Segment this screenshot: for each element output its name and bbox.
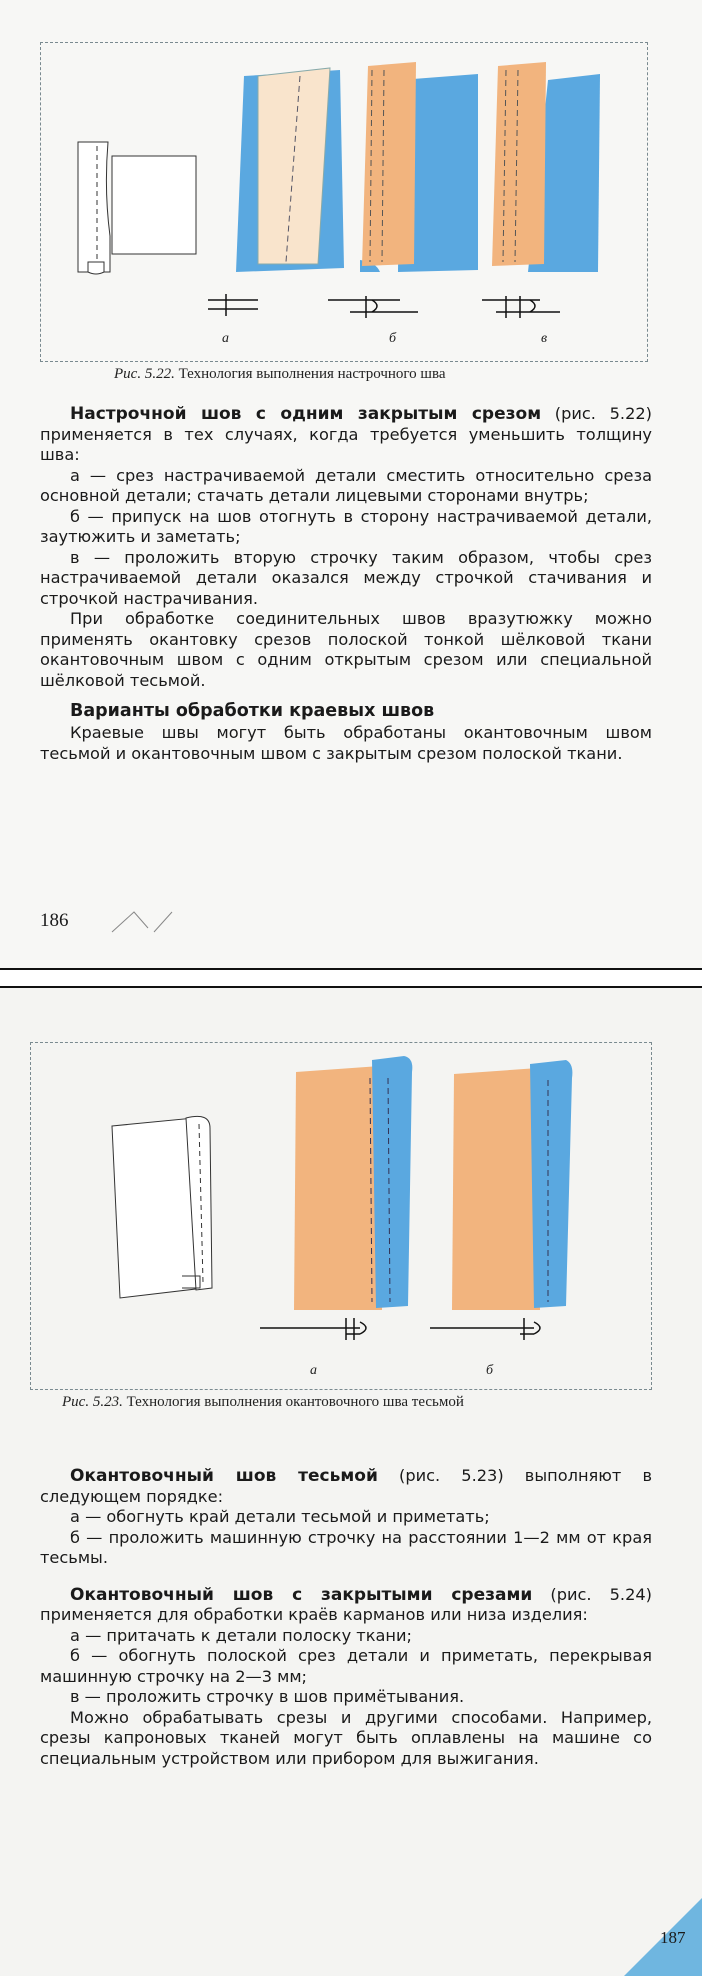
paragraph: Краевые швы могут быть обработаны окантовочным швом тесьмой и окантовочным швом с закрытым срезом полоской ткани. [40,723,652,763]
list-item: а — срез настрачиваемой детали сместить относительно среза основной детали; стачать детали лицевыми сторонами внутрь; [40,465,652,505]
fig-b-drawing [294,1056,412,1310]
fig-b-drawing [236,68,380,272]
caption-text: Технология выполнения окантовочного шва тесьмой [126,1394,464,1410]
intro-text: (рис. 5.23) выполняют в следующем порядке: [40,1466,652,1506]
paragraph-intro [40,404,652,466]
fig-label-b: б [486,1363,494,1378]
list-item: а — обогнуть край детали тесьмой и приметать; [70,1507,490,1526]
seam-diagram-b [430,1318,540,1340]
seam-diagram-a [208,294,258,316]
caption-text: Технология выполнения настрочного шва [178,366,446,382]
paragraph-intro [40,1466,652,1507]
paragraph-intro [40,1585,652,1626]
list-item: б — проложить машинную строчку на расстоянии 1—2 мм от края тесьмы. [40,1527,652,1567]
paragraph: Можно обрабатывать срезы и другими способами. Например, срезы капроновых тканей могут быть оплавлены на машине со специальным устройством или прибором для выжигания. [40,1707,652,1768]
section-heading: Окантовочный шов с закрытыми срезами [70,1584,533,1605]
list-item: а — притачать к детали полоску ткани; [70,1625,412,1645]
figure-caption [114,366,446,383]
figure-caption [62,1394,464,1411]
seam-diagram-b [328,296,418,318]
seam-diagram-a [260,1318,366,1340]
caption-number: Рис. 5.22. [114,366,175,382]
list-item: б — обогнуть полоской срез детали и приметать, перекрывая машинную строчку на 2—3 мм; [40,1646,652,1686]
fig-a-drawing [112,1116,212,1298]
list-item: б — припуск на шов отогнуть в сторону настрачиваемой детали, заутюжить и заметать; [40,506,652,546]
body-text-187 [40,1466,652,1769]
paragraph: При обработке соединительных швов вразутюжку можно применять окантовку срезов полоской тонкой шёлковой ткани окантовочным швом с одним открытым срезом или специальной шёлковой тесьмой. [40,609,652,690]
section-heading: Варианты обработки краевых швов [70,701,435,721]
page-number: 187 [660,1928,686,1947]
page-187 [0,986,702,1976]
figure-5-22 [0,0,702,370]
page-186 [0,0,702,970]
fig-a-drawing [78,142,196,274]
section-heading: Окантовочный шов тесьмой [70,1466,378,1486]
fig-c-drawing [362,62,478,272]
decor-chevrons [108,906,208,936]
section-heading: Настрочной шов с одним закрытым срезом [70,404,542,424]
list-item: в — проложить вторую строчку таким образом, чтобы срез настрачиваемой детали оказался между строчкой стачивания и строчкой настрачивания. [40,547,652,608]
fig-label-c: в [541,331,548,346]
seam-diagram-c [482,296,560,318]
figure-5-23 [0,988,702,1408]
fig-label-b: б [389,331,397,346]
fig-c-drawing [452,1060,572,1310]
intro-text: (рис. 5.24) применяется для обработки краёв карманов или низа изделия: [40,1584,652,1624]
fig-d-drawing [492,62,600,272]
fig-label-a: а [310,1363,317,1378]
caption-number: Рис. 5.23. [62,1394,123,1410]
list-item: в — проложить строчку в шов примётывания. [70,1687,465,1706]
page-number: 186 [40,910,69,931]
fig-label-a: а [222,331,229,346]
body-text-186 [40,404,652,764]
intro-text: (рис. 5.22) применяется в тех случаях, когда требуется уменьшить толщину шва: [40,404,652,464]
